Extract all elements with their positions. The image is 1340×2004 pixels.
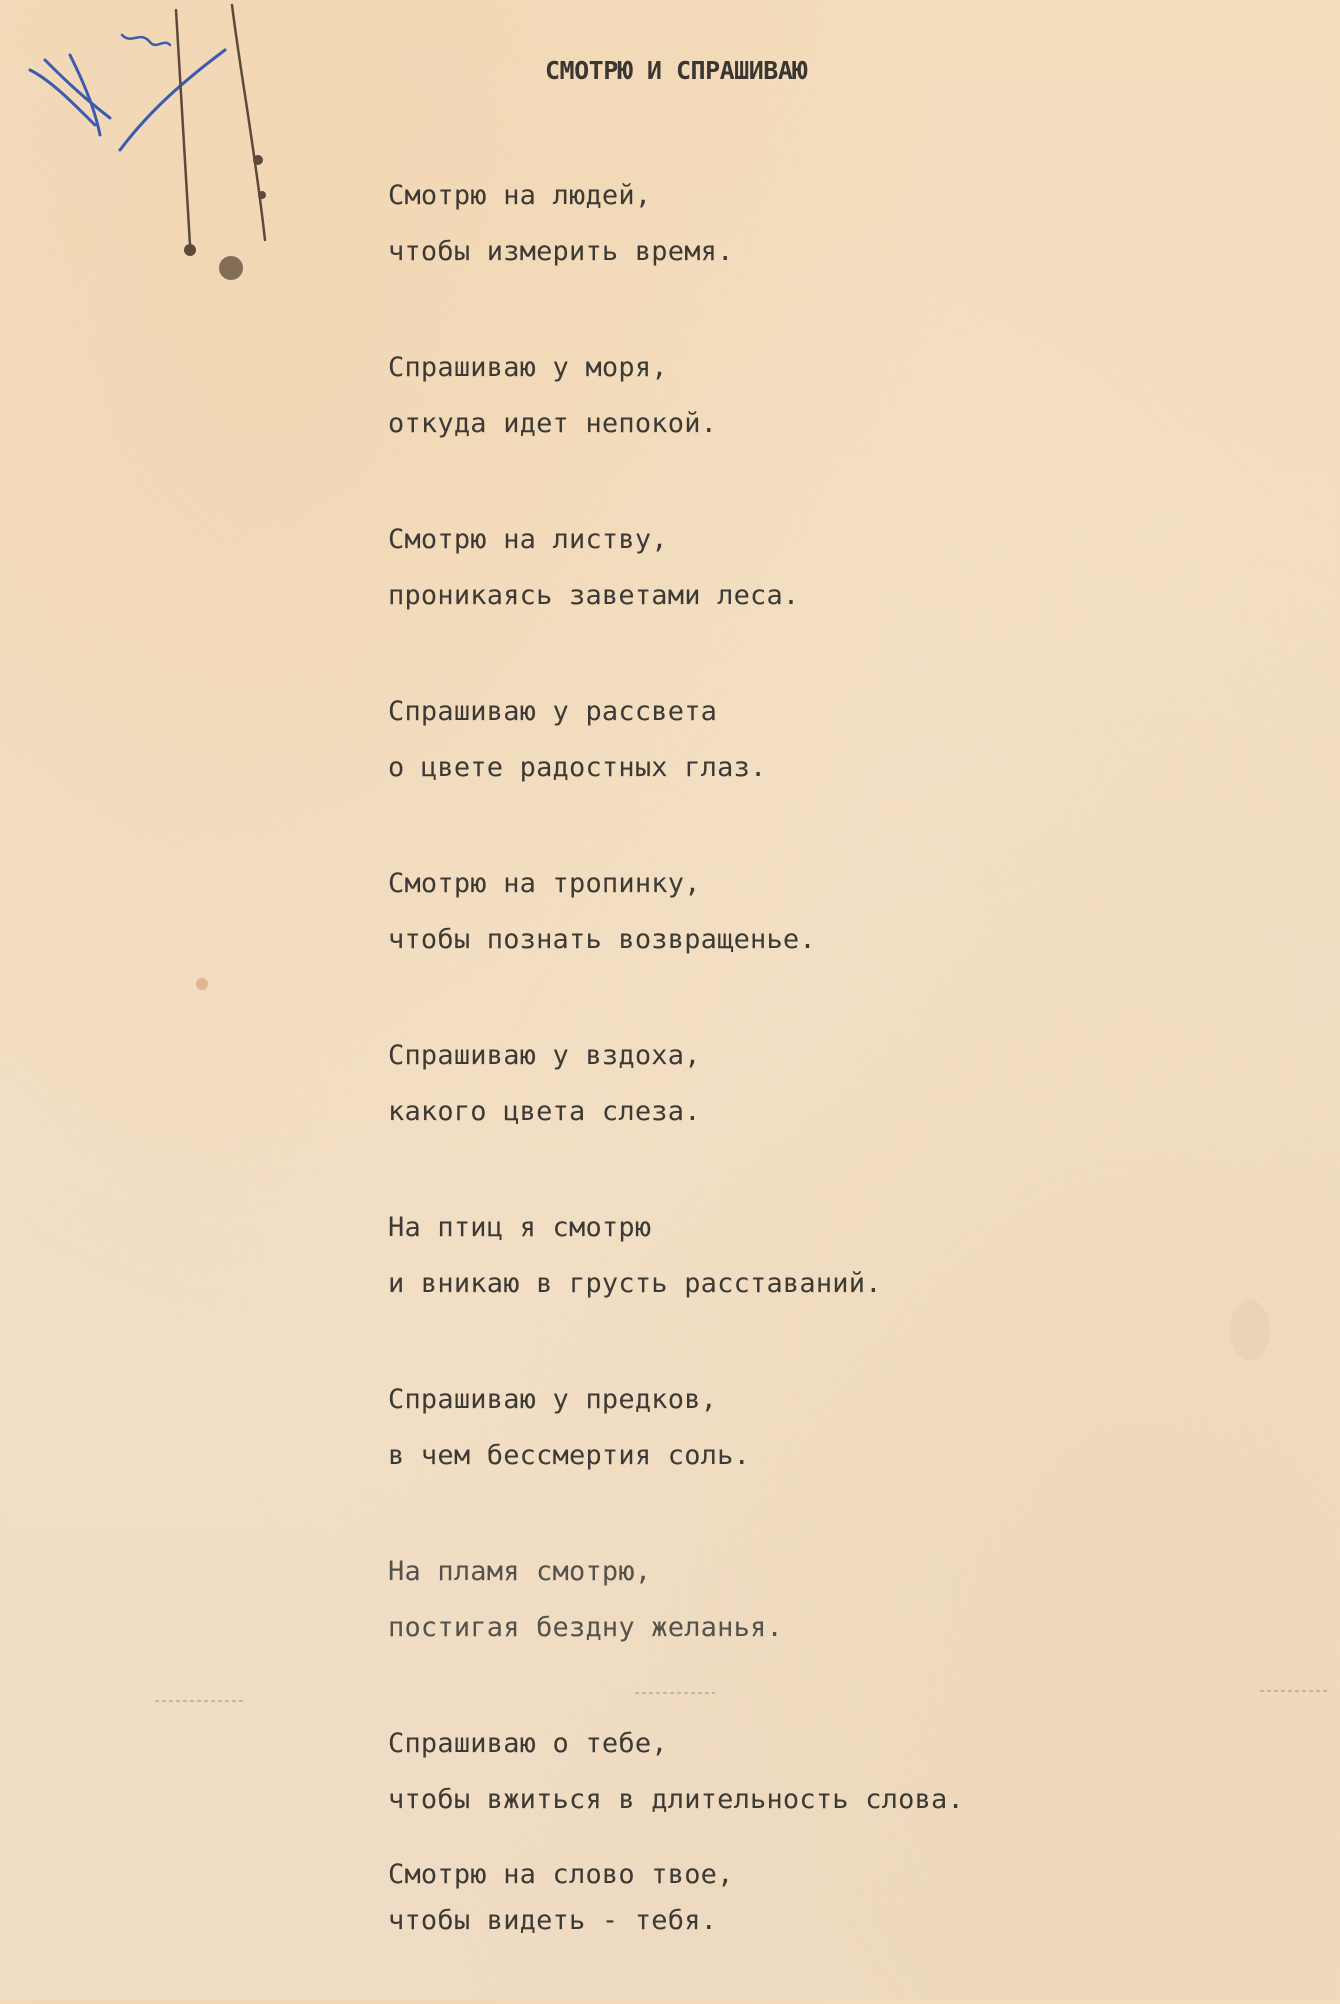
poem-line: Спрашиваю о тебе, (388, 1728, 668, 1759)
stanza (388, 512, 1288, 624)
poem-body (388, 168, 1288, 2004)
poem-line: На пламя смотрю, (388, 1556, 652, 1587)
stanza (388, 1372, 1288, 1484)
stanza (388, 1028, 1288, 1140)
poem-line: Смотрю на тропинку, (388, 868, 701, 899)
handwritten-pencil-mark-icon (0, 0, 320, 320)
poem-line: Смотрю на людей, (388, 180, 652, 211)
poem-line: чтобы познать возвращенье. (388, 924, 816, 955)
poem-line: проникаясь заветами леса. (388, 580, 800, 611)
poem-line: чтобы видеть - тебя. (388, 1905, 718, 1936)
poem-line: о цвете радостных глаз. (388, 752, 767, 783)
poem-line: в чем бессмертия соль. (388, 1440, 751, 1471)
poem-line: постигая бездну желанья. (388, 1612, 783, 1643)
stanza (388, 1852, 1288, 1944)
poem-line: откуда идет непокой. (388, 408, 718, 439)
poem-line: На птиц я смотрю (388, 1212, 652, 1243)
poem-line: и вникаю в грусть расставаний. (388, 1268, 882, 1299)
stanza (388, 856, 1288, 968)
paper-stain (196, 978, 208, 990)
stanza (388, 1716, 1288, 1828)
poem-line: Смотрю на листву, (388, 524, 668, 555)
paper-scratch (155, 1700, 245, 1702)
stanza (388, 684, 1288, 796)
poem-line: Спрашиваю у вздоха, (388, 1040, 701, 1071)
stanza (388, 1544, 1288, 1656)
stanza (388, 1200, 1288, 1312)
poem-title: СМОТРЮ И СПРАШИВАЮ (545, 56, 807, 85)
poem-line: Спрашиваю у моря, (388, 352, 668, 383)
poem-line: какого цвета слеза. (388, 1096, 701, 1127)
stanza (388, 168, 1288, 280)
poem-line: чтобы измерить время. (388, 236, 734, 267)
stanza (388, 340, 1288, 452)
poem-line: Спрашиваю у рассвета (388, 696, 718, 727)
poem-line: Смотрю на слово твое, (388, 1859, 734, 1890)
poem-line: Спрашиваю у предков, (388, 1384, 718, 1415)
poem-line: чтобы вжиться в длительность слова. (388, 1784, 964, 1815)
